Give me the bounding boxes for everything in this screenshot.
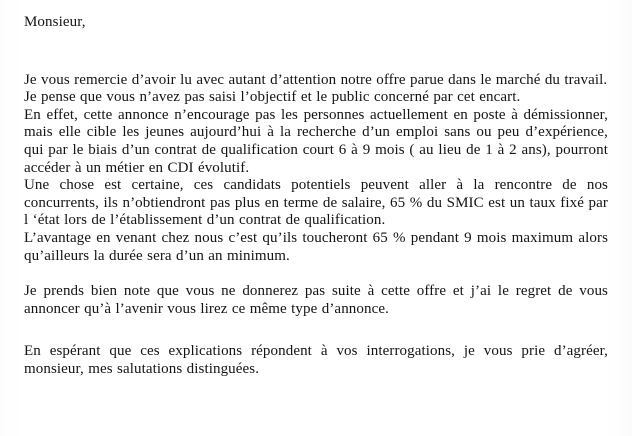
paragraph-salary-smic: Une chose est certaine, ces candidats potentiels peuvent aller à la rencontre de nos concurrents, ils n’obtiendront pas plus en terme de salaire, 65 % du SMIC est un taux fixé par l ‘état lors de l’établissement d’un contrat de qualification. xyxy=(24,177,608,229)
paragraph-thanks: Je vous remercie d’avoir lu avec autant d’attention notre offre parue dans le marché du travail. xyxy=(24,71,608,88)
paragraph-closing: En espérant que ces explications répondent à vos interrogations, je vous prie d’agréer, monsieur, mes salutations distinguées. xyxy=(24,343,608,377)
letter-body xyxy=(24,14,608,379)
paragraph-objective: Je pense que vous n’avez pas saisi l’objectif et le public concerné par cet encart. xyxy=(24,89,521,106)
paragraph-advantage: L’avantage en venant chez nous c’est qu’ils toucheront 65 % pendant 9 mois maximum alors qu’ailleurs la durée sera d’un an minimum. xyxy=(24,229,608,264)
paragraph-target-audience: En effet, cette annonce n’encourage pas les personnes actuellement en poste à démissionner, mais elle cible les jeunes aujourd’hui à la recherche d’un emploi sans ou peu d’expérience, qui par le biais d’un contrat de qualification court 6 à 9 mois ( au lieu de 1 à 2 ans), pourront accéder à un métier en CDI évolutif. xyxy=(24,106,608,176)
salutation: Monsieur, xyxy=(24,14,86,30)
paragraph-acknowledgement: Je prends bien note que vous ne donnerez pas suite à cette offre et j’ai le regret de vous annoncer qu’à l’avenir vous lirez ce même type d’annonce. xyxy=(24,283,608,317)
